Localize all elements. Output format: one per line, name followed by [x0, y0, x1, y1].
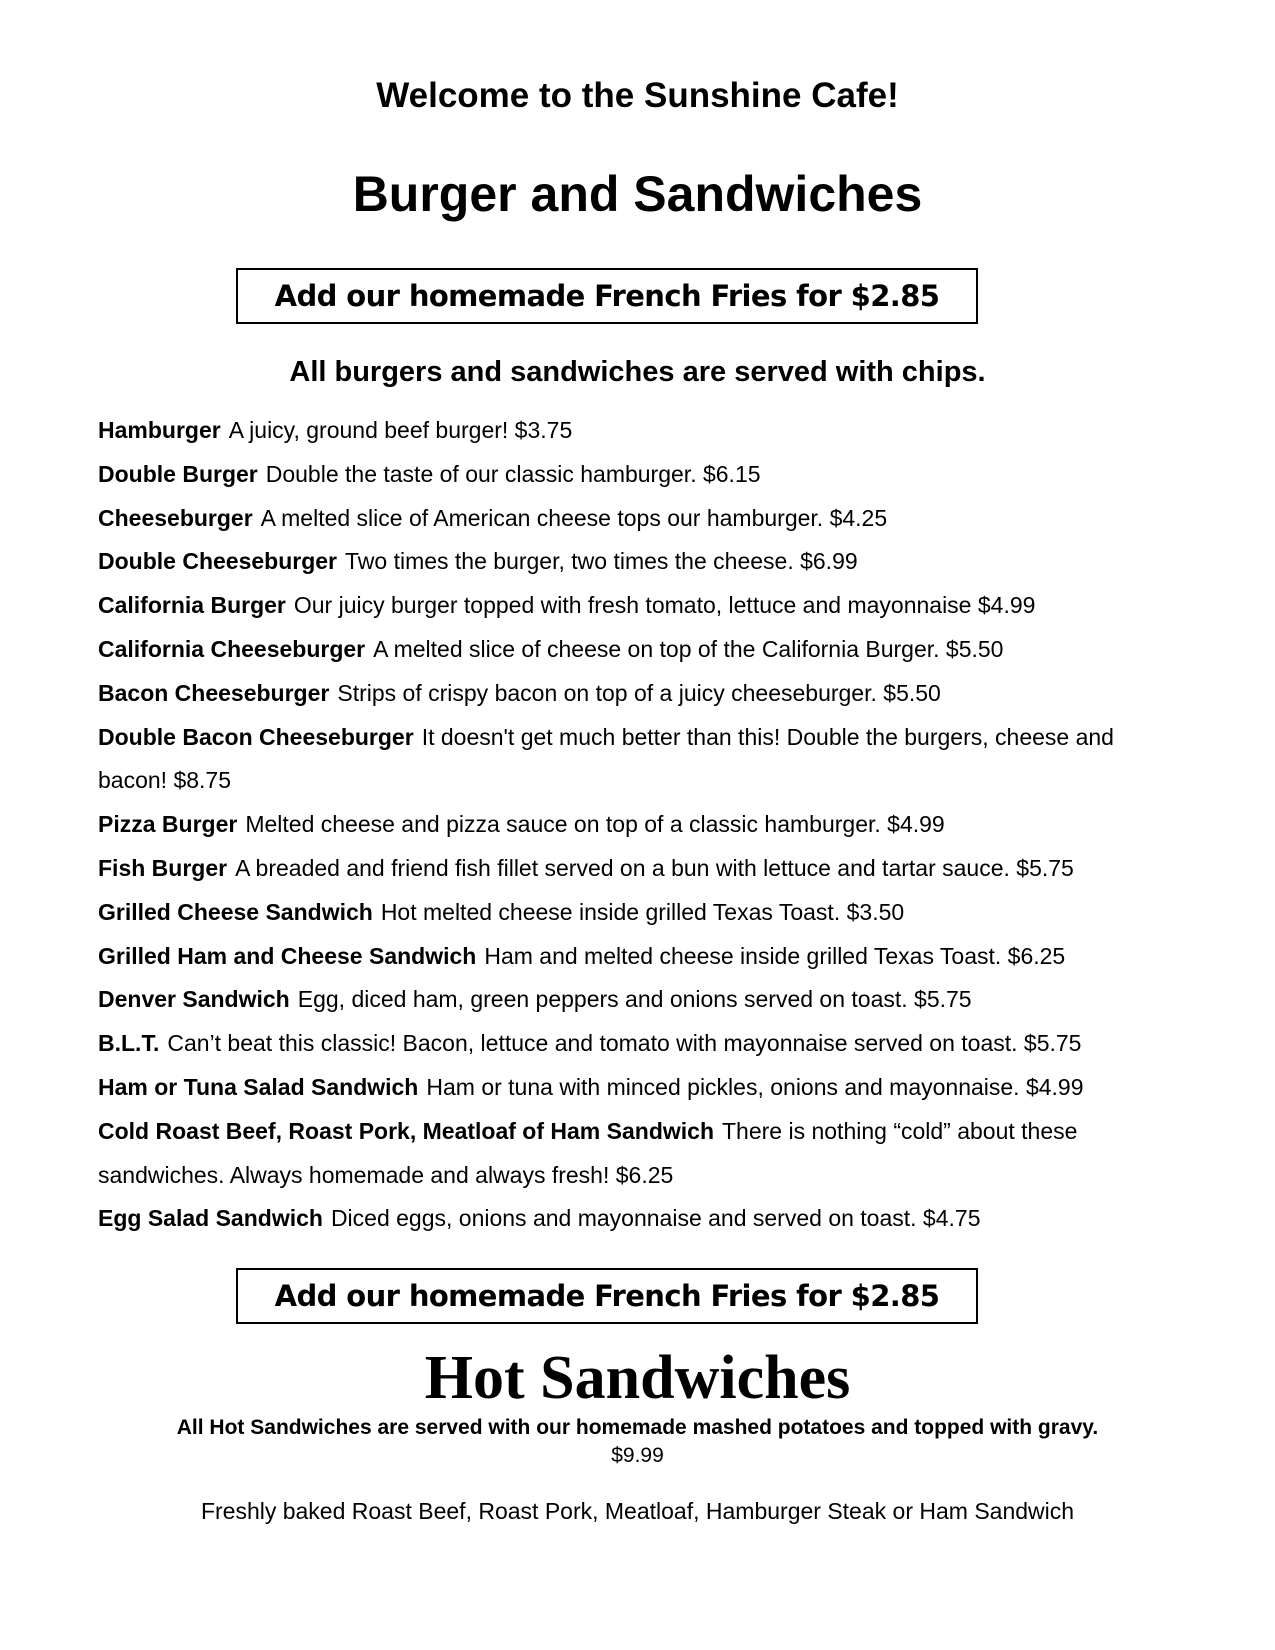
menu-item-pizza-burger [98, 803, 1188, 847]
menu-item-double-cheeseburger [98, 540, 1188, 584]
item-description: Ham and melted cheese inside grilled Texas Toast. $6.25 [484, 942, 1066, 969]
item-description: Diced eggs, onions and mayonnaise and served on toast. $4.75 [330, 1205, 981, 1232]
menu-item-california-burger [98, 584, 1188, 628]
item-description: A breaded and friend fish fillet served on a bun with lettuce and tartar sauce. $5.75 [235, 854, 1074, 881]
fries-promo-top: Add our homemade French Fries for $2.85 [236, 268, 978, 324]
burger-menu-list [98, 409, 1188, 1241]
item-description: A melted slice of American cheese tops our hamburger. $4.25 [260, 504, 888, 531]
item-name: Cheeseburger [98, 504, 253, 531]
fries-promo-bottom: Add our homemade French Fries for $2.85 [236, 1268, 978, 1324]
menu-item-egg-salad [98, 1197, 1188, 1241]
menu-item-hamburger [98, 409, 1188, 453]
menu-item-cheeseburger [98, 497, 1188, 541]
hot-sandwiches-items: Freshly baked Roast Beef, Roast Pork, Meatloaf, Hamburger Steak or Ham Sandwich [200, 1498, 1075, 1524]
item-name: Double Burger [98, 460, 258, 487]
item-description: Two times the burger, two times the cheese. $6.99 [345, 548, 858, 575]
menu-item-ham-tuna-salad [98, 1066, 1188, 1110]
item-description: A melted slice of cheese on top of the California Burger. $5.50 [373, 635, 1004, 662]
item-name: Hamburger [98, 417, 221, 443]
item-name: Grilled Cheese Sandwich [98, 898, 373, 925]
item-name: Grilled Ham and Cheese Sandwich [98, 942, 477, 969]
menu-item-double-burger [98, 453, 1188, 497]
menu-item-double-bacon-cheeseburger [98, 716, 1188, 804]
menu-item-grilled-cheese [98, 891, 1188, 935]
item-description: Double the taste of our classic hamburger. $6.15 [265, 460, 761, 487]
hot-sandwiches-price: $9.99 [611, 1444, 664, 1467]
item-name: California Cheeseburger [98, 635, 366, 662]
section-title-burgers: Burger and Sandwiches [352, 166, 923, 222]
item-description: Our juicy burger topped with fresh tomato, lettuce and mayonnaise $4.99 [293, 592, 1036, 619]
item-description: Can’t beat this classic! Bacon, lettuce and tomato with mayonnaise served on toast. $5.75 [167, 1030, 1082, 1057]
item-name: Double Bacon Cheeseburger [98, 723, 414, 750]
item-name: Egg Salad Sandwich [98, 1205, 323, 1232]
item-name: Cold Roast Beef, Roast Pork, Meatloaf of Ham Sandwich [98, 1117, 714, 1144]
item-description: Strips of crispy bacon on top of a juicy cheeseburger. $5.50 [337, 679, 941, 706]
item-description: There is nothing “cold” about these sandwiches. Always homemade and always fresh! $6.25 [98, 1117, 1078, 1188]
menu-item-bacon-cheeseburger [98, 672, 1188, 716]
item-description: Ham or tuna with minced pickles, onions and mayonnaise. $4.99 [426, 1073, 1084, 1100]
item-description: Melted cheese and pizza sauce on top of a classic hamburger. $4.99 [245, 811, 945, 838]
menu-item-denver-sandwich [98, 978, 1188, 1022]
chips-note: All burgers and sandwiches are served with chips. [289, 356, 986, 388]
menu-item-cold-roast-sandwich [98, 1110, 1188, 1198]
item-name: Double Cheeseburger [98, 548, 337, 575]
item-name: Pizza Burger [98, 811, 238, 838]
item-name: Bacon Cheeseburger [98, 679, 330, 706]
menu-item-grilled-ham-cheese [98, 935, 1188, 979]
item-name: B.L.T. [98, 1030, 160, 1057]
menu-item-blt [98, 1022, 1188, 1066]
item-name: Fish Burger [98, 854, 228, 881]
item-description: A juicy, ground beef burger! $3.75 [228, 417, 573, 443]
item-description: Hot melted cheese inside grilled Texas Toast. $3.50 [380, 898, 905, 925]
menu-item-california-cheeseburger [98, 628, 1188, 672]
section-title-hot-sandwiches: Hot Sandwiches [424, 1344, 851, 1412]
item-description: It doesn't get much better than this! Double the burgers, cheese and bacon! $8.75 [98, 723, 1114, 794]
menu-item-fish-burger [98, 847, 1188, 891]
item-name: Ham or Tuna Salad Sandwich [98, 1073, 419, 1100]
item-name: Denver Sandwich [98, 986, 290, 1013]
item-name: California Burger [98, 592, 286, 619]
item-description: Egg, diced ham, green peppers and onions served on toast. $5.75 [297, 986, 972, 1013]
hot-sandwiches-note: All Hot Sandwiches are served with our homemade mashed potatoes and topped with gravy. [176, 1416, 1099, 1439]
welcome-heading: Welcome to the Sunshine Cafe! [376, 76, 899, 115]
